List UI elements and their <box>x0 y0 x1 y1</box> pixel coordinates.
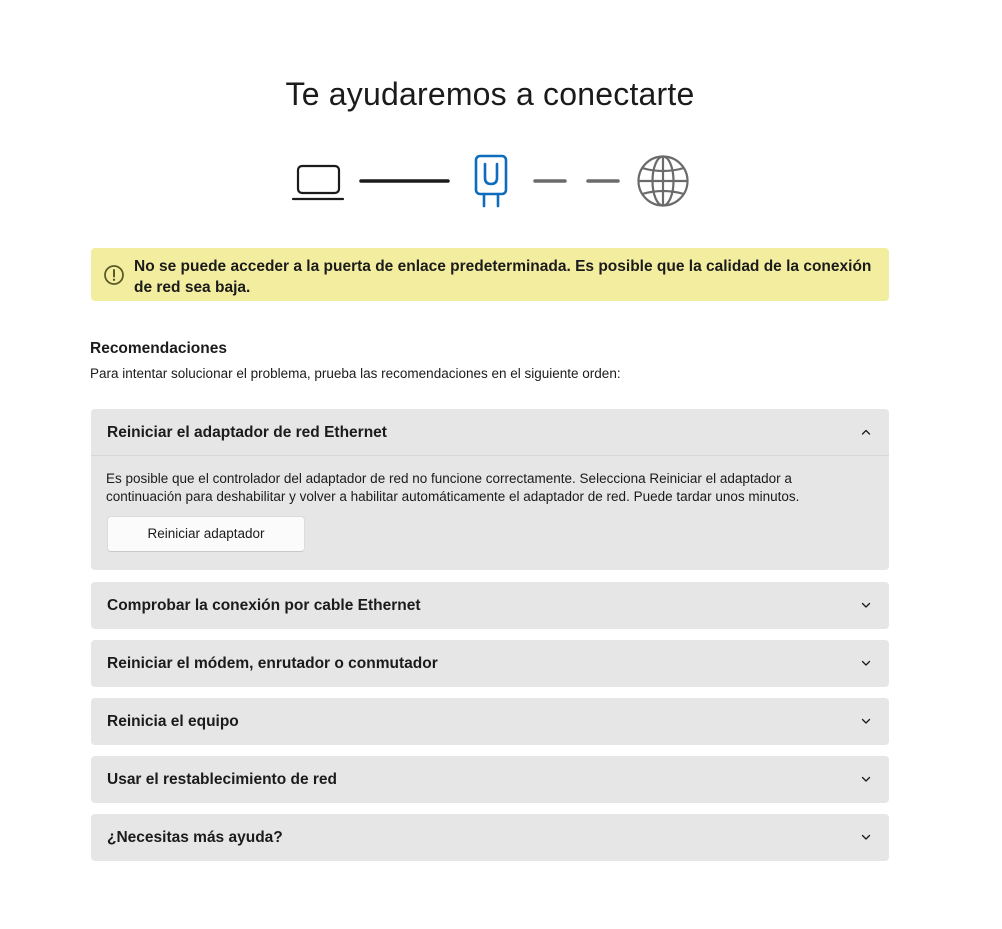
recommendation-restart-modem[interactable] <box>91 640 889 687</box>
recommendation-network-reset[interactable] <box>91 756 889 803</box>
chevron-down-icon <box>861 659 871 667</box>
recommendations-subtitle: Para intentar solucionar el problema, prueba las recomendaciones en el siguiente orden: <box>90 366 621 381</box>
recommendation-label: ¿Necesitas más ayuda? <box>107 829 283 846</box>
laptop-icon <box>293 166 343 199</box>
recommendation-label: Reinicia el equipo <box>107 713 239 730</box>
chevron-up-icon <box>861 428 871 436</box>
recommendation-label: Comprobar la conexión por cable Ethernet <box>107 597 421 614</box>
recommendation-header[interactable] <box>91 409 889 456</box>
warning-banner <box>91 248 889 301</box>
warning-text: No se puede acceder a la puerta de enlace predeterminada. Es posible que la calidad de la conexión de red sea baja. <box>134 258 872 296</box>
chevron-down-icon <box>861 775 871 783</box>
divider <box>91 455 889 456</box>
recommendation-restart-pc[interactable] <box>91 698 889 745</box>
chevron-down-icon <box>861 717 871 725</box>
recommendation-restart-adapter <box>91 409 889 570</box>
recommendation-label: Reiniciar el módem, enrutador o conmutador <box>107 655 438 672</box>
chevron-down-icon <box>861 833 871 841</box>
connection-diagram <box>288 150 698 214</box>
chevron-down-icon <box>861 601 871 609</box>
recommendations-title: Recomendaciones <box>90 340 227 357</box>
recommendation-label: Usar el restablecimiento de red <box>107 771 338 788</box>
restart-adapter-button[interactable]: Reiniciar adaptador <box>107 516 305 552</box>
recommendation-label: Reiniciar el adaptador de red Ethernet <box>107 424 387 441</box>
page-title: Te ayudaremos a conectarte <box>285 76 695 112</box>
recommendation-check-cable[interactable] <box>91 582 889 629</box>
ethernet-adapter-icon <box>476 156 506 206</box>
globe-icon <box>639 157 688 206</box>
recommendation-description: Es posible que el controlador del adaptador de red no funcione correctamente. Selecciona Reiniciar el adaptador a continuación para deshabilitar y volver a habilitar automáticamente el adaptador de red. Puede tardar unos minutos. <box>106 471 800 504</box>
warning-icon <box>103 264 125 286</box>
recommendation-more-help[interactable] <box>91 814 889 861</box>
